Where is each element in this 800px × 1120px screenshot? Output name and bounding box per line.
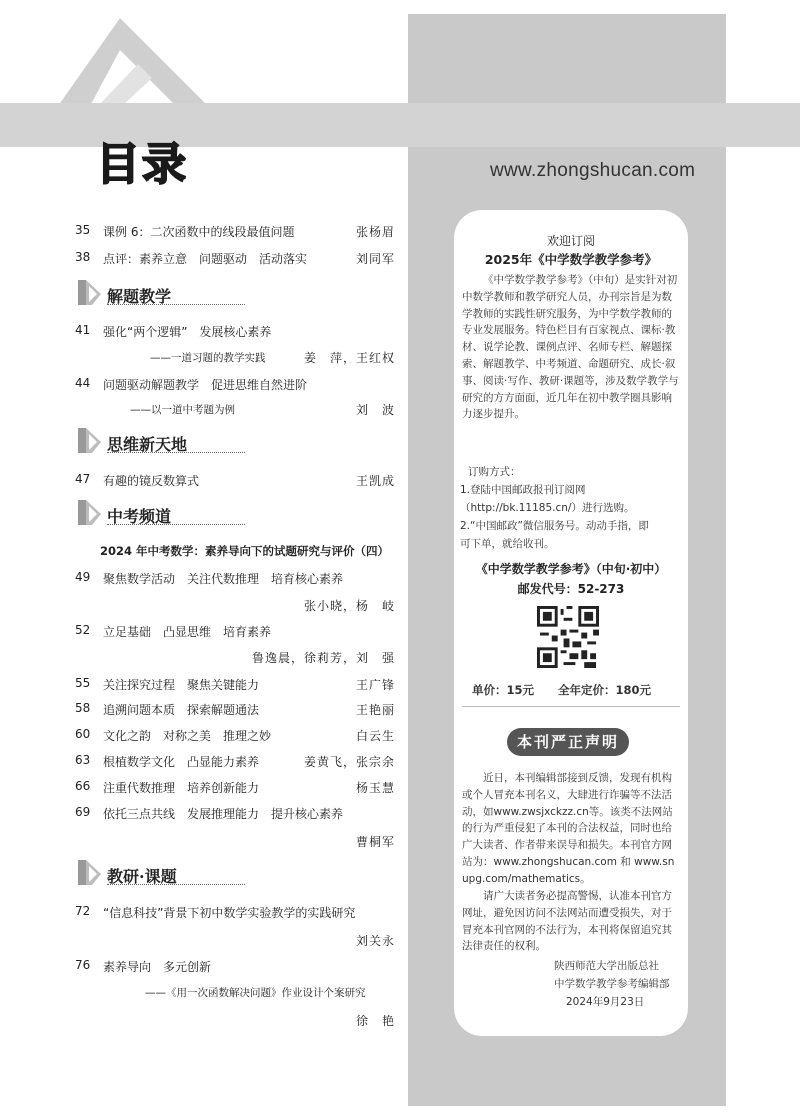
toc-author: 刘 波 <box>355 403 395 417</box>
notice-body: 近日，本刊编辑部接到反馈，发现有机构或个人冒充本刊名义，大肆进行诈骗等不法活动，如www.zwsjxckzz.cn等。该类不法网站的行为严重侵犯了本刊的合法权益，同时也给广大读者、作者带来误导和损失。本刊官方网站为：www.zhongshucan.com 和 www.snupg.com/mathematics。 <box>462 772 675 885</box>
toc-author: 鲁逸晨，徐莉芳，刘 强 <box>251 651 395 665</box>
section-title: 中考频道 <box>107 507 172 526</box>
unit-price: 单价：15元 <box>472 683 535 697</box>
site-url[interactable]: www.zhongshucan.com <box>490 160 696 181</box>
section-divider <box>107 452 245 453</box>
toc-author: 白云生 <box>355 729 395 743</box>
section-icon <box>75 498 103 528</box>
toc-entry[interactable] <box>75 904 395 922</box>
toc-entry[interactable] <box>75 753 395 771</box>
section-title: 教研·课题 <box>107 867 177 886</box>
toc-entry[interactable] <box>75 623 395 641</box>
toc-title: 追溯问题本质 探索解题通法 <box>103 703 260 717</box>
subscription-headline: 2025年《中学数学教学参考》 <box>484 252 658 267</box>
toc-entry[interactable] <box>75 323 395 341</box>
section-icon <box>75 278 103 308</box>
order-method-2: 2.“中国邮政”微信服务号。动动手指，即 <box>460 520 649 532</box>
toc-author: 张杨眉 <box>355 225 395 239</box>
toc-title: 课例 6：二次函数中的线段最值问题 <box>103 225 295 239</box>
toc-author: 王凯成 <box>355 474 395 488</box>
section-title: 解题教学 <box>107 287 172 306</box>
toc-page-number: 41 <box>75 323 91 337</box>
toc-author: 刘同军 <box>355 252 395 266</box>
toc-author: 王艳丽 <box>355 703 395 717</box>
toc-subtitle: ——一道习题的教学实践 <box>150 352 266 364</box>
toc-page-number: 35 <box>75 223 91 237</box>
section-divider <box>107 304 245 305</box>
toc-title: 立足基础 凸显思维 培育素养 <box>103 625 272 639</box>
toc-title: 有趣的镜反数算式 <box>103 474 200 488</box>
toc-entry[interactable] <box>75 472 395 490</box>
section-divider <box>107 884 245 885</box>
toc-title: 聚焦数学活动 关注代数推理 培育核心素养 <box>103 572 344 586</box>
toc-author: 杨玉慧 <box>355 781 395 795</box>
toc-author: 徐 艳 <box>355 1014 395 1028</box>
toc-entry[interactable] <box>75 958 395 976</box>
toc-entry[interactable] <box>75 701 395 719</box>
toc-page-number: 49 <box>75 570 91 584</box>
toc-title: 素养导向 多元创新 <box>103 960 212 974</box>
section-heading-jiaoyan <box>75 858 245 892</box>
notice-body-2: 请广大读者务必提高警惕，认准本刊官方网址，避免因访问不法网站而遭受损失，对于冒充本刊官网的不法行为，本刊将保留追究其法律责任的权利。 <box>462 890 672 953</box>
section-icon <box>75 858 103 888</box>
panel-divider <box>462 706 680 707</box>
toc-entry[interactable] <box>75 570 395 588</box>
toc-title: “信息科技”背景下初中数学实验教学的实践研究 <box>103 906 356 920</box>
toc-page-number: 52 <box>75 623 91 637</box>
toc-page-number: 58 <box>75 701 91 715</box>
toc-entry[interactable] <box>75 376 395 394</box>
toc-author: 王广锋 <box>355 678 395 692</box>
toc-title: 文化之韵 对称之美 推理之妙 <box>103 729 272 743</box>
subscription-panel <box>454 210 688 1036</box>
toc-author: 曹桐军 <box>355 835 395 849</box>
subscription-intro: 《中学数学教学参考》（中旬）是实针对初中数学教师和教学研究人员，办刊宗旨是为数学教师的实践性研究服务，为中学数学教师的专业发展服务。特色栏目有百家视点、课标·教材、说学论教、课例点评、名师专栏、解题探索、解题教学、中考频道、命题研究、成长·叙事、阅读·写作、教研·课题等，涉及数学教学与研究的方方面面，近几年在初中教学圈具影响力逐步提升。 <box>462 274 679 421</box>
publisher: 陕西师范大学出版总社 <box>554 960 659 972</box>
toc-page-number: 63 <box>75 753 91 767</box>
order-method-2-cont: 可下单，就给收刊。 <box>460 538 555 550</box>
toc-page-number: 76 <box>75 958 91 972</box>
section-heading-jieti <box>75 278 245 312</box>
toc-title: 根植数学文化 凸显能力素养 <box>103 755 260 769</box>
toc-entry[interactable] <box>75 805 395 823</box>
order-method-1: 1.登陆中国邮政报刊订阅网 <box>460 484 586 496</box>
toc-page-number: 72 <box>75 904 91 918</box>
toc-author: 刘关永 <box>355 934 395 948</box>
toc-page-number: 38 <box>75 250 91 264</box>
notice-badge: 本刊严正声明 <box>507 728 629 756</box>
toc-title: 问题驱动解题教学 促进思维自然进阶 <box>103 378 308 392</box>
annual-price: 全年定价：180元 <box>558 683 652 697</box>
page-title: 目录 <box>96 139 188 190</box>
toc-entry[interactable] <box>75 779 395 797</box>
postal-code: 邮发代号：52-273 <box>517 582 625 596</box>
section-heading-siwei <box>75 426 245 460</box>
toc-subtitle: ——以一道中考题为例 <box>130 404 235 416</box>
toc-entry[interactable] <box>75 223 395 241</box>
section-divider <box>107 524 245 525</box>
toc-author: 姜 萍，王红权 <box>303 351 395 365</box>
editorial-office: 中学数学教学参考编辑部 <box>554 978 670 990</box>
toc-title: 注重代数推理 培养创新能力 <box>103 781 260 795</box>
toc-page-number: 60 <box>75 727 91 741</box>
toc-page-number: 55 <box>75 676 91 690</box>
toc-author: 姜黄飞，张宗余 <box>303 755 395 769</box>
toc-title: 关注探究过程 聚焦关键能力 <box>103 678 260 692</box>
qr-code-icon[interactable] <box>537 606 599 668</box>
toc-title: 强化“两个逻辑” 发展核心素养 <box>103 325 272 339</box>
toc-entry[interactable] <box>75 727 395 745</box>
subscription-welcome: 欢迎订阅 <box>546 234 595 248</box>
section-title: 思维新天地 <box>107 435 188 454</box>
section-heading-zhongkao <box>75 498 245 532</box>
toc-title: 点评：素养立意 问题驱动 活动落实 <box>103 252 308 266</box>
order-label: 订购方式： <box>468 466 521 478</box>
toc-subtitle: ——《用一次函数解决问题》作业设计个案研究 <box>145 987 366 999</box>
toc-page-number: 66 <box>75 779 91 793</box>
toc-title: 依托三点共线 发展推理能力 提升核心素养 <box>103 807 344 821</box>
journal-name: 《中学数学教学参考》（中旬·初中） <box>475 562 667 576</box>
section-icon <box>75 426 103 456</box>
order-url[interactable]: （http://bk.11185.cn/）进行选购。 <box>460 502 635 514</box>
toc-page-number: 47 <box>75 472 91 486</box>
toc-page-number: 44 <box>75 376 91 390</box>
toc-author: 张小晓，杨 岐 <box>303 599 395 613</box>
notice-date: 2024年9月23日 <box>566 996 645 1008</box>
toc-entry[interactable] <box>75 250 395 268</box>
toc-page-number: 69 <box>75 805 91 819</box>
logo-triangle-graphic <box>58 18 208 108</box>
series-title: 2024 年中考数学：素养导向下的试题研究与评价（四） <box>100 544 390 558</box>
toc-entry[interactable] <box>75 676 395 694</box>
